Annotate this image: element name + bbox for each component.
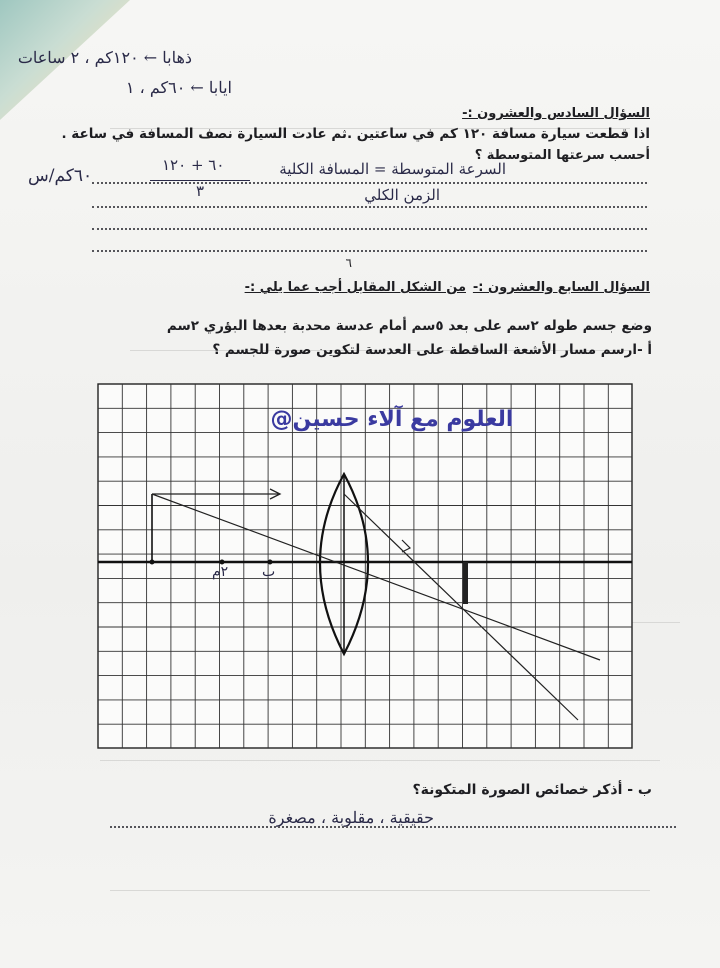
label-2f: ٢م	[212, 564, 229, 580]
q27-title-rest: من الشكل المقابل أجب عما يلي :-	[244, 280, 466, 295]
q26-answer-result: ٦٠كم/س	[28, 166, 93, 186]
q26-answer-denominator: ٣	[196, 182, 205, 200]
q27-line1: وضع جسم طوله ٢سم على بعد ٥سم أمام عدسة محدبة بعدها البؤري ٢سم	[166, 318, 652, 334]
part-b-question: ب - أذكر خصائص الصورة المتكونة؟	[412, 782, 652, 798]
watermark-text: @العلوم مع آلاء حسين	[270, 407, 514, 432]
header-note-outbound: ذهابا ← ١٢٠كم ، ٢ ساعات	[17, 48, 192, 67]
q27-line2: أ -ارسم مسار الأشعة الساقطة على العدسة لتكوين صورة للجسم ؟	[212, 342, 652, 358]
label-focal-point: ب	[262, 564, 276, 580]
image-arrow	[463, 562, 468, 604]
header-note-return: ايابا ← ٦٠كم ، ١	[125, 78, 232, 97]
q26-answer-formula: السرعة المتوسطة = المسافة الكلية	[279, 160, 506, 178]
page-number: ٦	[345, 256, 352, 270]
q26-title: السؤال السادس والعشرون :-	[462, 106, 650, 121]
q26-line2: أحسب سرعتها المتوسطة ؟	[474, 148, 650, 163]
object-base	[150, 560, 155, 565]
q26-answer-formula-den: الزمن الكلي	[364, 186, 440, 204]
part-b-answer: حقيقية ، مقلوبة ، مصغرة	[268, 808, 434, 827]
q26-line1: اذا قطعت سيارة مسافة ١٢٠ كم في ساعتين .ثم عادت السيارة نصف المسافة في ساعة .	[61, 126, 650, 142]
graph-grid	[98, 384, 632, 748]
q27-title: السؤال السابع والعشرون :-	[472, 280, 650, 295]
answer-line	[110, 826, 676, 828]
q26-answer-numerator: ٦٠ + ١٢٠	[162, 156, 225, 174]
